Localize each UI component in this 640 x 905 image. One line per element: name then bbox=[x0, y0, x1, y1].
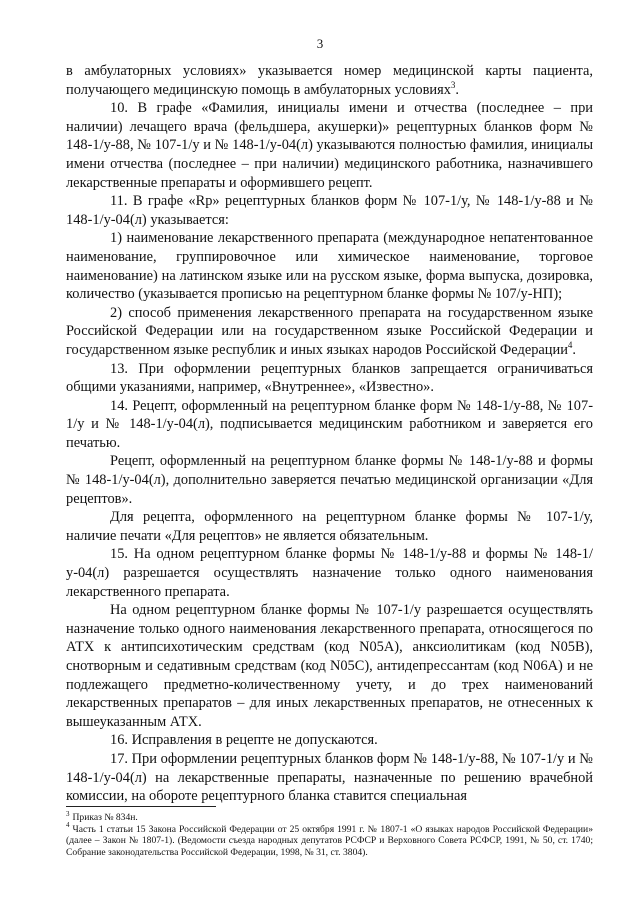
paragraph: Рецепт, оформленный на рецептурном бланке формы № 148-1/у-88 и формы № 148-1/у-04(л), дополнительно заверяется печатью медицинской организации «Для рецептов». bbox=[66, 453, 593, 507]
footnote-mark: 4 bbox=[66, 821, 70, 830]
footnote-ref: 4 bbox=[567, 340, 573, 351]
paragraph: 14. Рецепт, оформленный на рецептурном бланке форм № 148-1/у-88, № 107-1/у и № 148-1/у-04(л), подписывается медицинским работником и заверяется его печатью. bbox=[66, 397, 593, 451]
paragraph: На одном рецептурном бланке формы № 107-1/у разрешается осуществлять назначение только одного наименования лекарственного препарата, относящегося по АТХ к антипсихотическим средствам (код N05A), анксиолитикам (код N05B), снотворным и седативным средствам (код N05C), антидепрессантам (код N06A) и не подлежащего предметно-количественному учету, и до трех наименований лекарственных препаратов – для иных лекарственных препаратов, не отнесенных к вышеуказанным АТХ. bbox=[66, 602, 593, 730]
paragraph: 1) наименование лекарственного препарата (международное непатентованное наименование, группировочное или химическое наименование, торговое наименование) на латинском языке или на русском языке, форма выпуска, дозировка, количество (указывается прописью на рецептурном бланке формы № 107/у-НП); bbox=[66, 230, 593, 303]
paragraph: 2) способ применения лекарственного препарата на государственном языке Российской Федерации или на государственном языке Российской Федерации и государственном языке республик и иных языках народов Российской Федерации$^4$. bbox=[66, 304, 593, 358]
footnote-ref: 3 bbox=[450, 79, 456, 90]
paragraph: 11. В графе «Rp» рецептурных бланков форм № 107-1/у, № 148-1/у-88 и № 148-1/у-04(л) указывается: bbox=[66, 193, 593, 228]
page-number: 3 bbox=[316, 36, 324, 51]
footnote-mark: 3 bbox=[66, 809, 70, 818]
footnotes bbox=[66, 809, 593, 858]
paragraph: 15. На одном рецептурном бланке формы № 148-1/у-88 и формы № 148-1/у-04(л) разрешается осуществлять назначение только одного наименования лекарственного препарата. bbox=[66, 546, 593, 600]
paragraph: 13. При оформлении рецептурных бланков запрещается ограничиваться общими указаниями, например, «Внутреннее», «Известно». bbox=[66, 360, 593, 396]
paragraph: 17. При оформлении рецептурных бланков форм № 148-1/у-88, № 107-1/у и № 148-1/у-04(л) на лекарственные препараты, назначенные по решению врачебной комиссии, на обороте рецептурного бланка ставится специальная bbox=[66, 750, 593, 805]
paragraph: в амбулаторных условиях» указывается номер медицинской карты пациента, получающего медицинскую помощь в амбулаторных условиях$^3$. bbox=[66, 63, 593, 98]
footnote-separator bbox=[66, 806, 216, 807]
paragraph: Для рецепта, оформленного на рецептурном бланке формы № 107-1/у, наличие печати «Для рецептов» не является обязательным. bbox=[66, 509, 593, 544]
footnote: $^4$ Часть 1 статьи 15 Закона Российской Федерации от 25 октября 1991 г. № 1807-1 «О языках народов Российской Федерации» (далее – Закон № 1807-1). (Ведомости съезда народных депутатов РСФСР и Верховного Совета РСФСР, 1991, № 50, ст. 1740; Собрание законодательства Российской Федерации, 1998, № 31, ст. 3804). bbox=[66, 821, 593, 858]
footnote: $^3$ Приказ № 834н. bbox=[66, 809, 138, 823]
paragraph: 16. Исправления в рецепте не допускаются. bbox=[110, 732, 378, 749]
paragraph: 10. В графе «Фамилия, инициалы имени и отчества (последнее – при наличии) лечащего врача (фельдшера, акушерки)» рецептурных бланков форм № 148-1/у-88, № 107-1/у и № 148-1/у-04(л) указываются полностью фамилия, инициалы имени отчества (последнее – при наличии) медицинского работника, назначившего лекарственные препараты и оформившего рецепт. bbox=[66, 100, 593, 191]
body-text bbox=[66, 62, 593, 806]
